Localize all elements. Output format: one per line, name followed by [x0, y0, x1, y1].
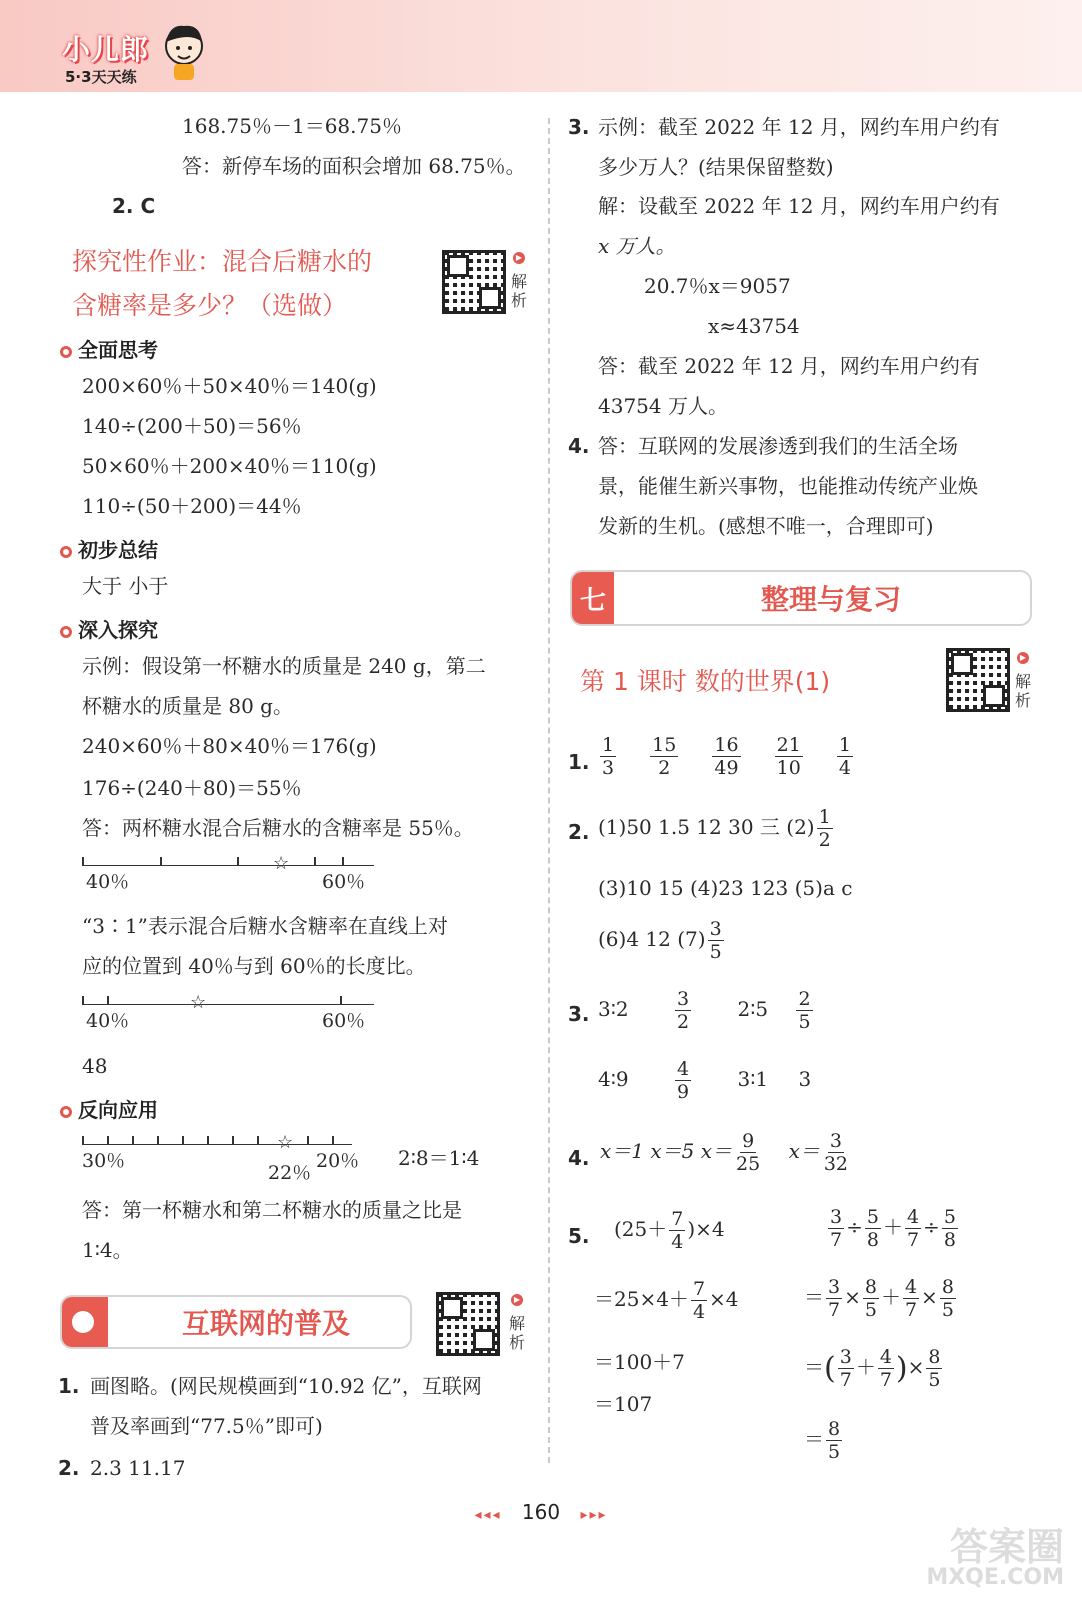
q1-text: 画图略。(网民规模画到“10.92 亿”，互联网	[90, 1374, 482, 1398]
a5-step: ＝ $\frac{3}{7}$ × $\frac{8}{5}$ ＋ $\frac{4}{7}$ × $\frac{8}{5}$	[804, 1276, 954, 1321]
inquiry-title-2: 含糖率是多少？（选做）	[72, 291, 348, 320]
ratio-eq: 2∶8＝1∶4	[398, 1146, 480, 1170]
qr-label: 解析	[509, 1314, 526, 1352]
star-icon: ☆	[277, 1132, 294, 1153]
play-icon: ▶	[513, 252, 525, 264]
a3-line: 4∶9 $\frac{4}{9}$ 3∶1 3	[598, 1058, 812, 1103]
a5-step: ＝107	[594, 1392, 653, 1416]
a5-step: ＝( $\frac{3}{7}$ ＋ $\frac{4}{7}$ )× $\frac{8}{5}$	[804, 1346, 941, 1391]
s3-line: 示例：假设第一杯糖水的质量是 240 g，第二	[82, 654, 486, 678]
qr-code-icon[interactable]	[442, 250, 506, 314]
q3-text: 答：截至 2022 年 12 月，网约车用户约有	[598, 354, 980, 378]
q-number: 3.	[568, 1002, 590, 1026]
a5-step: (25＋ $\frac{7}{4}$ )×4	[614, 1208, 725, 1253]
q-number: 4.	[568, 1146, 590, 1170]
q3-text: x 万人。	[598, 234, 676, 258]
a5-step: ＝ $\frac{8}{5}$	[804, 1418, 841, 1463]
star-icon: ☆	[273, 853, 290, 874]
s1-line: 200×60％＋50×40％＝140(g)	[82, 374, 377, 398]
unit-banner: 七 整理与复习	[570, 570, 1032, 626]
play-icon: ▶	[1017, 652, 1029, 664]
number-line: ☆ 40％ 60％	[82, 996, 374, 1026]
a2-line: (1)50 1.5 12 30 三 (2) $\frac{1}{2}$	[598, 806, 831, 851]
qr-code-icon[interactable]	[436, 1292, 500, 1356]
q-number: 2.	[568, 820, 590, 844]
s1-line: 50×60％＋200×40％＝110(g)	[82, 454, 377, 478]
section-banner: 互联网的普及	[60, 1295, 412, 1349]
q2-text: 2.3 11.17	[90, 1456, 186, 1480]
q4-text: 景，能催生新兴事物，也能推动传统产业焕	[598, 474, 978, 498]
a2-line: (6)4 12 (7) $\frac{3}{5}$	[598, 918, 722, 963]
watermark: 答案圈 MXQE.COM	[926, 1525, 1064, 1590]
ratio-text: “3∶1”表示混合后糖水含糖率在直线上对	[82, 914, 448, 938]
number-line: ☆ 40％ 60％	[82, 857, 374, 887]
value-48: 48	[82, 1054, 108, 1078]
a4-line: x＝1 x＝5 x＝ $\frac{9}{25}$ x＝ $\frac{3}{32}$	[600, 1130, 849, 1175]
play-icon: ▶	[511, 1294, 523, 1306]
q-number: 2.	[58, 1456, 80, 1480]
s3-line: 杯糖水的质量是 80 g。	[82, 694, 293, 718]
s4-answer: 1∶4。	[82, 1238, 133, 1262]
answer-line: 答：新停车场的面积会增加 68.75％。	[182, 154, 526, 178]
q4-text: 答：互联网的发展渗透到我们的生活全场	[598, 434, 958, 458]
column-divider	[548, 118, 550, 1463]
answer-2: 2. C	[112, 194, 156, 218]
q3-text: 解：设截至 2022 年 12 月，网约车用户约有	[598, 194, 1000, 218]
mascot-icon	[160, 22, 208, 82]
q3-text: 43754 万人。	[598, 394, 728, 418]
s3-line: 答：两杯糖水混合后糖水的含糖率是 55％。	[82, 816, 474, 840]
q4-text: 发新的生机。(感想不唯一，合理即可)	[598, 514, 934, 538]
q-number: 5.	[568, 1224, 590, 1248]
qr-label: 解析	[1015, 672, 1032, 710]
star-icon: ☆	[190, 992, 207, 1013]
inquiry-title-1: 探究性作业：混合后糖水的	[72, 247, 373, 276]
q3-eq: 20.7％x＝9057	[644, 274, 791, 298]
q-number: 4.	[568, 434, 590, 458]
s1-line: 110÷(50＋200)＝44％	[82, 494, 302, 518]
qr-label: 解析	[511, 272, 528, 310]
section-head-3: 深入探究	[60, 614, 158, 643]
q-number: 3.	[568, 115, 590, 139]
a5-step: ＝25×4＋ $\frac{7}{4}$ ×4	[594, 1278, 739, 1323]
s4-answer: 答：第一杯糖水和第二杯糖水的质量之比是	[82, 1198, 462, 1222]
q-number: 1.	[568, 750, 590, 774]
lesson-title: 第 1 课时 数的世界(1)	[580, 667, 831, 696]
number-line: ☆ 30％ 22％ 20％	[82, 1132, 360, 1184]
ratio-text: 应的位置到 40％与到 60％的长度比。	[82, 954, 426, 978]
a3-line: 3∶2 $\frac{3}{2}$ 2∶5 $\frac{2}{5}$	[598, 988, 811, 1033]
calc-line: 168.75％－1＝68.75％	[182, 114, 402, 138]
logo: 小儿郎	[62, 33, 150, 66]
q1-text: 普及率画到“77.5％”即可)	[90, 1414, 323, 1438]
qr-code-icon[interactable]	[946, 648, 1010, 712]
next-arrows-icon: ▸▸▸	[580, 1507, 608, 1523]
s3-line: 240×60％＋80×40％＝176(g)	[82, 734, 377, 758]
prev-arrows-icon: ◂◂◂	[474, 1507, 502, 1523]
q3-text: 示例：截至 2022 年 12 月，网约车用户约有	[598, 115, 1000, 139]
q3-eq: x≈43754	[708, 314, 800, 338]
s1-line: 140÷(200＋50)＝56％	[82, 414, 302, 438]
q-number: 1.	[58, 1374, 80, 1398]
q3-text: 多少万人？(结果保留整数)	[598, 155, 834, 179]
fraction-list: $\frac{1}{3}$ $\frac{15}{2}$ $\frac{16}{49}$ $\frac{21}{10}$ $\frac{1}{4}$	[602, 734, 851, 779]
section-head-4: 反向应用	[60, 1094, 158, 1123]
a5-step: $\frac{3}{7}$ ÷ $\frac{5}{8}$ ＋ $\frac{4}{7}$ ÷ $\frac{5}{8}$	[830, 1206, 956, 1251]
section-head-1: 全面思考	[60, 334, 158, 363]
logo-subtitle: 5·3天天练	[65, 68, 137, 86]
s2-line: 大于 小于	[82, 574, 169, 598]
s3-line: 176÷(240＋80)＝55％	[82, 776, 302, 800]
a5-step: ＝100＋7	[594, 1350, 685, 1374]
page-number: 160	[521, 1500, 561, 1524]
a2-line: (3)10 15 (4)23 123 (5)a c	[598, 876, 853, 900]
section-head-2: 初步总结	[60, 534, 158, 563]
page-footer	[0, 1500, 1082, 1524]
